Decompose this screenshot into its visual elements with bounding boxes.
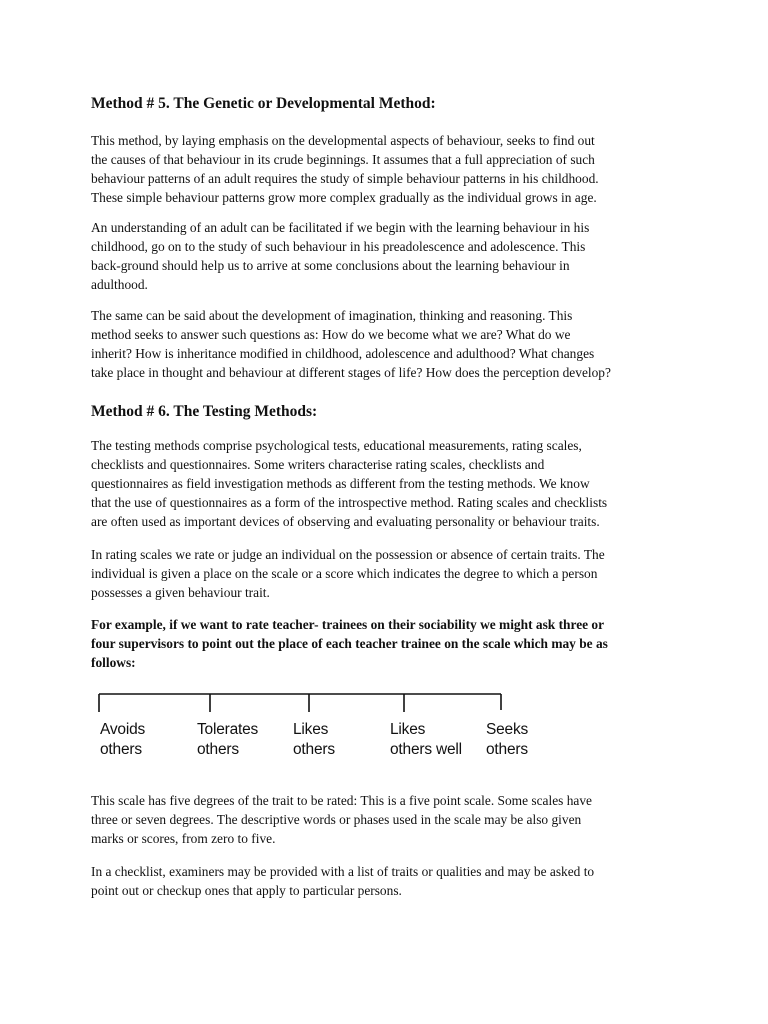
paragraph-five-point-scale [91,791,691,848]
paragraph-example-bold [91,615,691,672]
scale-label-tolerates: Tolerates others [197,721,259,758]
text-line: that the use of questionnaires as a form of the introspective method. Rating scales and checklists [91,495,608,511]
text-line: point out or checkup ones that apply to particular persons. [91,883,402,899]
paragraph-rating-scales [91,545,691,602]
scale-label-avoids: Avoids others [100,721,146,758]
scale-label-likes: Likes others [293,721,335,758]
text-line: An understanding of an adult can be facilitated if we begin with the learning behaviour in his [91,220,590,235]
text-line: For example, if we want to rate teacher- trainees on their sociability we might ask three or [91,617,605,632]
heading-method-5: Method # 5. The Genetic or Developmental Method: [91,95,436,112]
text-line: In a checklist, examiners may be provided with a list of traits or qualities and may be asked to [91,864,595,879]
paragraph-genetic-intro [91,131,691,207]
text-line: individual is given a place on the scale or a score which indicates the degree to which a person [91,566,598,582]
text-line: These simple behaviour patterns grow more complex gradually as the individual grows in age. [91,190,597,206]
scale-bracket [90,692,560,722]
paragraph-adult-understanding [91,218,691,294]
sociability-rating-scale [90,692,560,767]
text-line: This scale has five degrees of the trait to be rated: This is a five point scale. Some scales have [91,793,592,808]
text-line: method seeks to answer such questions as: How do we become what we are? What do we [91,327,571,343]
text-line: The testing methods comprise psychological tests, educational measurements, rating scales, [91,438,582,453]
text-line: The same can be said about the development of imagination, thinking and reasoning. This [91,308,573,323]
paragraph-imagination [91,306,691,382]
text-line: childhood, go on to the study of such behaviour in his preadolescence and adolescence. This [91,239,586,255]
text-line: are often used as important devices of observing and evaluating personality or behaviour traits. [91,514,600,530]
text-line: the causes of that behaviour in its crude beginnings. It assumes that a full appreciation of such [91,152,595,168]
text-line: take place in thought and behaviour at different stages of life? How does the perception develop? [91,365,611,381]
paragraph-checklist [91,862,691,900]
text-line: questionnaires as field investigation methods as different from the testing methods. We know [91,476,590,492]
text-line: follows: [91,655,136,671]
heading-method-6: Method # 6. The Testing Methods: [91,403,318,420]
text-line: four supervisors to point out the place of each teacher trainee on the scale which may be as [91,636,608,652]
text-line: marks or scores, from zero to five. [91,831,276,847]
text-line: inherit? How is inheritance modified in childhood, adolescence and adulthood? What changes [91,346,595,362]
text-line: possesses a given behaviour trait. [91,585,270,601]
text-line: three or seven degrees. The descriptive words or phases used in the scale may be also given [91,812,582,828]
scale-label-likes-well: Likes others well [390,721,462,758]
text-line: This method, by laying emphasis on the developmental aspects of behaviour, seeks to find out [91,133,595,148]
scale-label-seeks: Seeks others [486,721,529,758]
text-line: checklists and questionnaires. Some writers characterise rating scales, checklists and [91,457,545,473]
paragraph-testing-methods [91,436,691,531]
text-line: adulthood. [91,277,148,293]
text-line: back-ground should help us to arrive at some conclusions about the learning behaviour in [91,258,570,274]
text-line: In rating scales we rate or judge an individual on the possession or absence of certain traits. The [91,547,605,562]
text-line: behaviour patterns of an adult requires the study of simple behaviour patterns in his childhood. [91,171,599,187]
